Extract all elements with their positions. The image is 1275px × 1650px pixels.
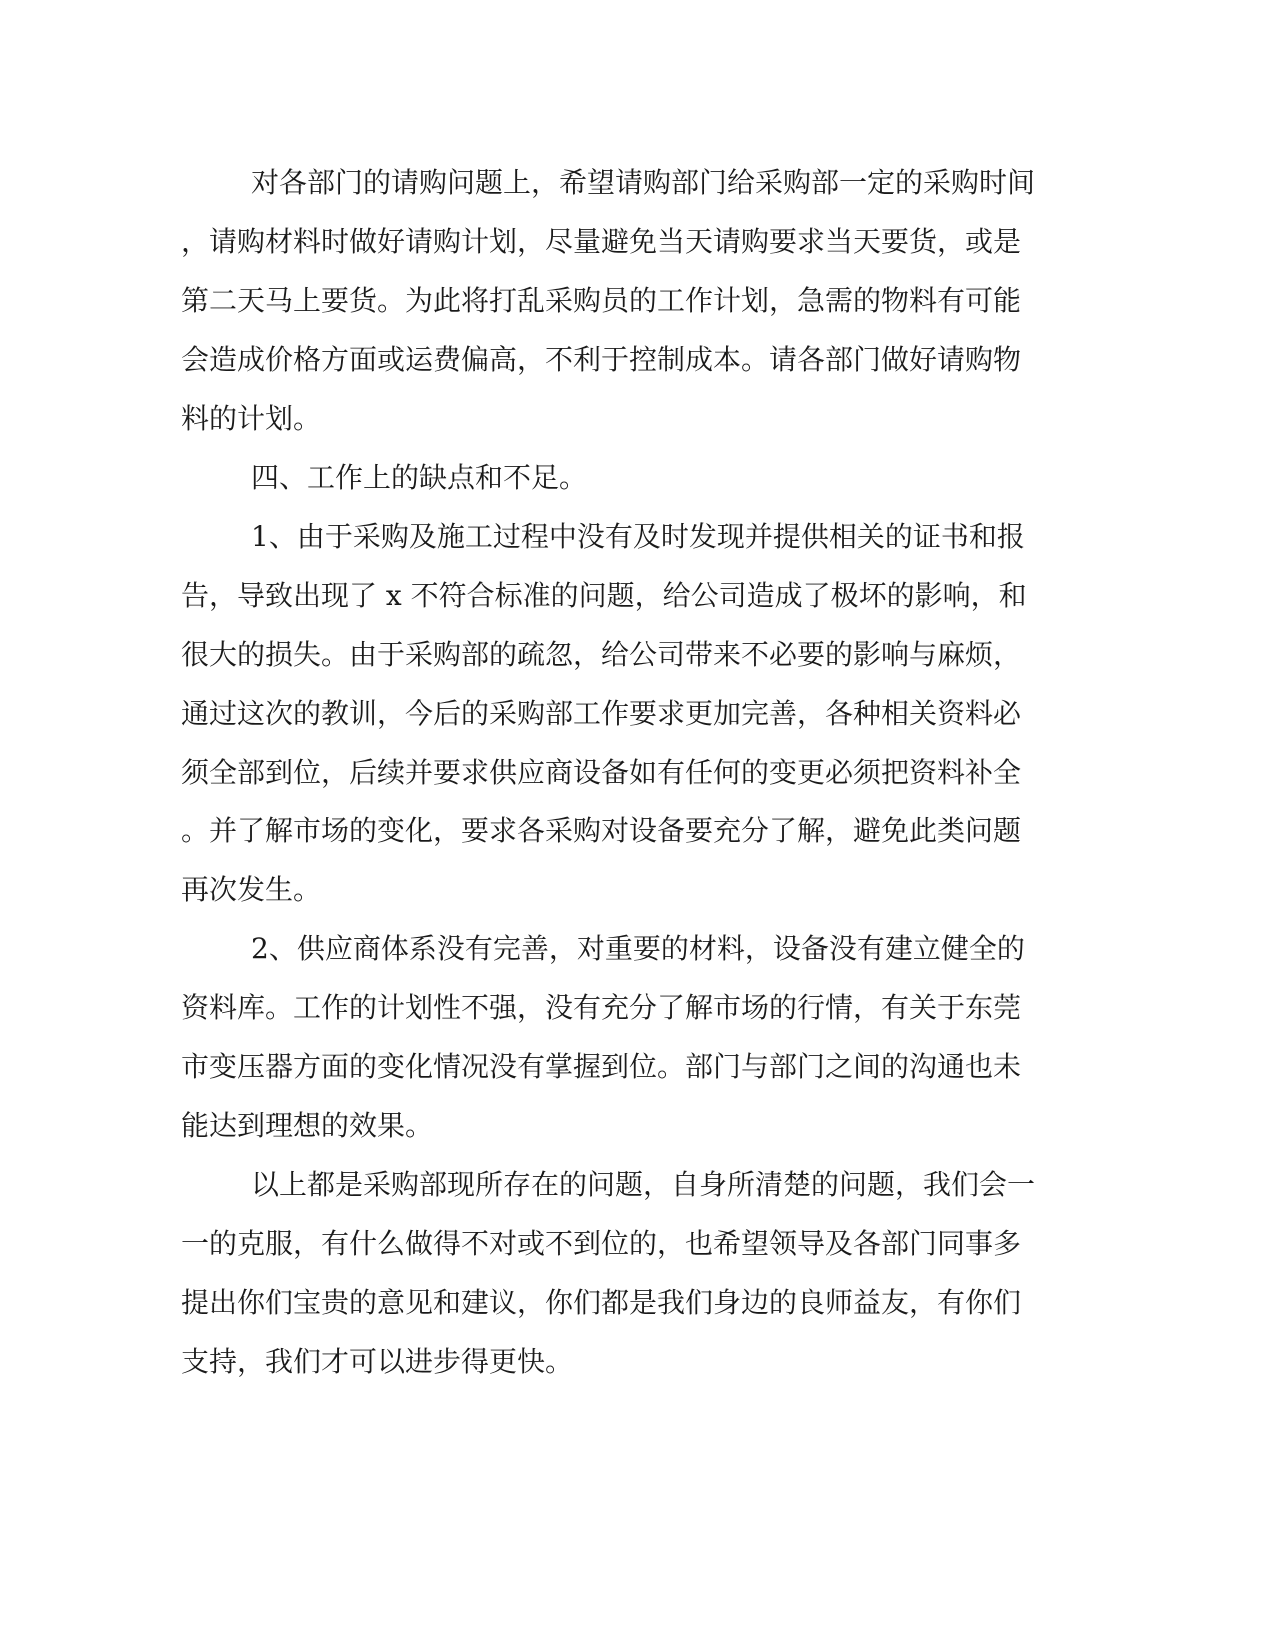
line-text: 2、供应商体系没有完善，对重要的材料，设备没有建立健全的 [251,932,1025,965]
text-line [0,1154,1275,1215]
text-line [0,1331,1275,1392]
line-text: 第二天马上要货。为此将打乱采购员的工作计划，急需的物料有可能 [181,284,1022,317]
line-text: 再次发生。 [181,873,322,906]
text-line [0,152,1275,213]
text-line [0,800,1275,861]
text-line [0,683,1275,744]
line-text: 提出你们宝贵的意见和建议，你们都是我们身边的良师益友，有你们 [181,1286,1022,1319]
line-text: 市变压器方面的变化情况没有掌握到位。部门与部门之间的沟通也未 [181,1050,1022,1083]
line-text: ，请购材料时做好请购计划，尽量避免当天请购要求当天要货，或是 [181,225,1022,258]
text-line [0,565,1275,626]
section-heading [0,447,1275,508]
text-line [0,1036,1275,1097]
text-line [0,859,1275,920]
section-heading-text: 四、工作上的缺点和不足。 [251,461,588,494]
text-line [0,211,1275,272]
line-text: 会造成价格方面或运费偏高，不利于控制成本。请各部门做好请购物 [181,343,1022,376]
line-text: 一的克服，有什么做得不对或不到位的，也希望领导及各部门同事多 [181,1227,1022,1260]
line-text: 以上都是采购部现所存在的问题，自身所清楚的问题，我们会一 [251,1168,1036,1201]
line-text: 料的计划。 [181,402,322,435]
text-line [0,742,1275,803]
text-line [0,977,1275,1038]
line-text: 很大的损失。由于采购部的疏忽，给公司带来不必要的影响与麻烦， [181,638,1022,671]
text-line [0,1095,1275,1156]
line-text: 通过这次的教训，今后的采购部工作要求更加完善，各种相关资料必 [181,697,1022,730]
line-text: 告，导致出现了 x 不符合标准的问题，给公司造成了极坏的影响，和 [181,579,1027,612]
text-line [0,918,1275,979]
text-line [0,506,1275,567]
line-text: 1、由于采购及施工过程中没有及时发现并提供相关的证书和报 [251,520,1025,553]
line-text: 资料库。工作的计划性不强，没有充分了解市场的行情，有关于东莞 [181,991,1022,1024]
text-line [0,1272,1275,1333]
text-line [0,1213,1275,1274]
line-text: 。并了解市场的变化，要求各采购对设备要充分了解，避免此类问题 [181,814,1022,847]
text-line [0,388,1275,449]
text-line [0,624,1275,685]
line-text: 对各部门的请购问题上，希望请购部门给采购部一定的采购时间 [251,166,1036,199]
text-line [0,270,1275,331]
line-text: 支持，我们才可以进步得更快。 [181,1345,574,1378]
text-line [0,329,1275,390]
line-text: 须全部到位，后续并要求供应商设备如有任何的变更必须把资料补全 [181,756,1022,789]
line-text: 能达到理想的效果。 [181,1109,434,1142]
